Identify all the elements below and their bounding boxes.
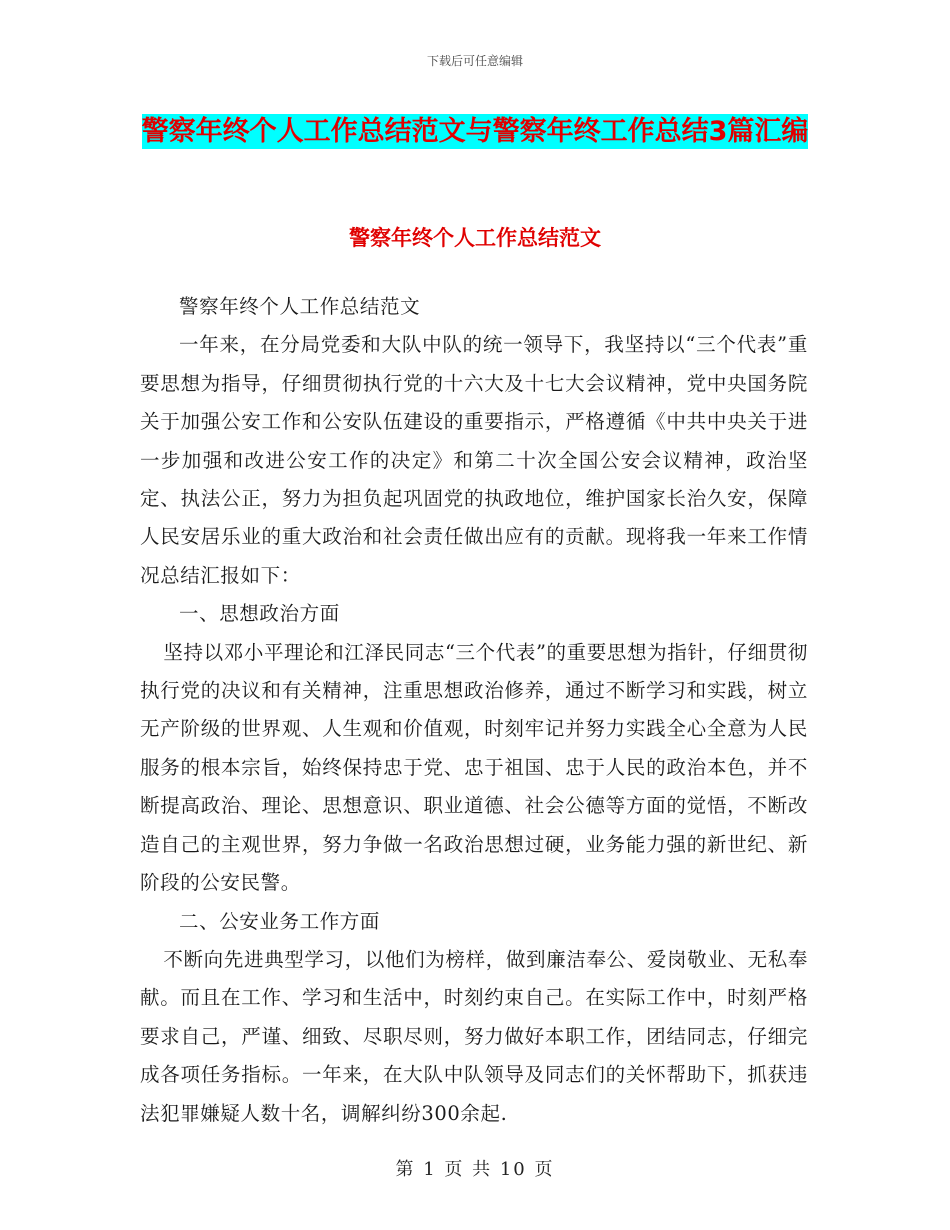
header-note: 下载后可任意编辑 bbox=[426, 54, 523, 68]
paragraph-subtitle: 警察年终个人工作总结范文 bbox=[179, 295, 421, 318]
paragraph-political: 坚持以邓小平理论和江泽民同志“三个代表”的重要思想为指针，仔细贯彻执行党的决议和有关精神，注重思想政治修养，通过不断学习和实践，树立无产阶级的世界观、人生观和价值观，时刻牢记并努力实践全心全意为人民服务的根本宗旨，始终保持忠于党、忠于祖国、忠于人民的政治本色，并不断提高政治、理论、思想意识、职业道德、社会公德等方面的觉悟，不断改造自己的主观世界，努力争做一名政治思想过硬，业务能力强的新世纪、新阶段的公安民警。 bbox=[140, 640, 808, 895]
paragraph-police-work: 不断向先进典型学习，以他们为榜样，做到廉洁奉公、爱岗敬业、无私奉献。而且在工作、学习和生活中，时刻约束自己。在实际工作中，时刻严格要求自己，严谨、细致、尽职尽则，努力做好本职工作，团结同志，仔细完成各项任务指标。一年来，在大队中队领导及同志们的关怀帮助下，抓获违法犯罪嫌疑人数十名，调解纠纷300余起. bbox=[140, 947, 808, 1125]
heading-police-work: 二、公安业务工作方面 bbox=[179, 909, 381, 933]
document-title bbox=[140, 108, 810, 156]
document-title-text: 警察年终个人工作总结范文与警察年终工作总结3篇汇编 bbox=[141, 116, 809, 147]
section-title: 警察年终个人工作总结范文 bbox=[349, 226, 601, 250]
body-text bbox=[140, 288, 808, 1133]
paragraph-intro: 一年来，在分局党委和大队中队的统一领导下，我坚持以“三个代表”重要思想为指导，仔细贯彻执行党的十六大及十七大会议精神，党中央国务院关于加强公安工作和公安队伍建设的重要指示，严格遵循《中共中央关于进一步加强和改进公安工作的决定》和第二十次全国公安会议精神，政治坚定、执法公正，努力为担负起巩固党的执政地位，维护国家长治久安，保障人民安居乐业的重大政治和社会责任做出应有的贡献。现将我一年来工作情况总结汇报如下： bbox=[140, 333, 808, 587]
heading-political: 一、思想政治方面 bbox=[179, 602, 340, 626]
page-footer: 第 1 页 共 10 页 bbox=[395, 1159, 555, 1180]
